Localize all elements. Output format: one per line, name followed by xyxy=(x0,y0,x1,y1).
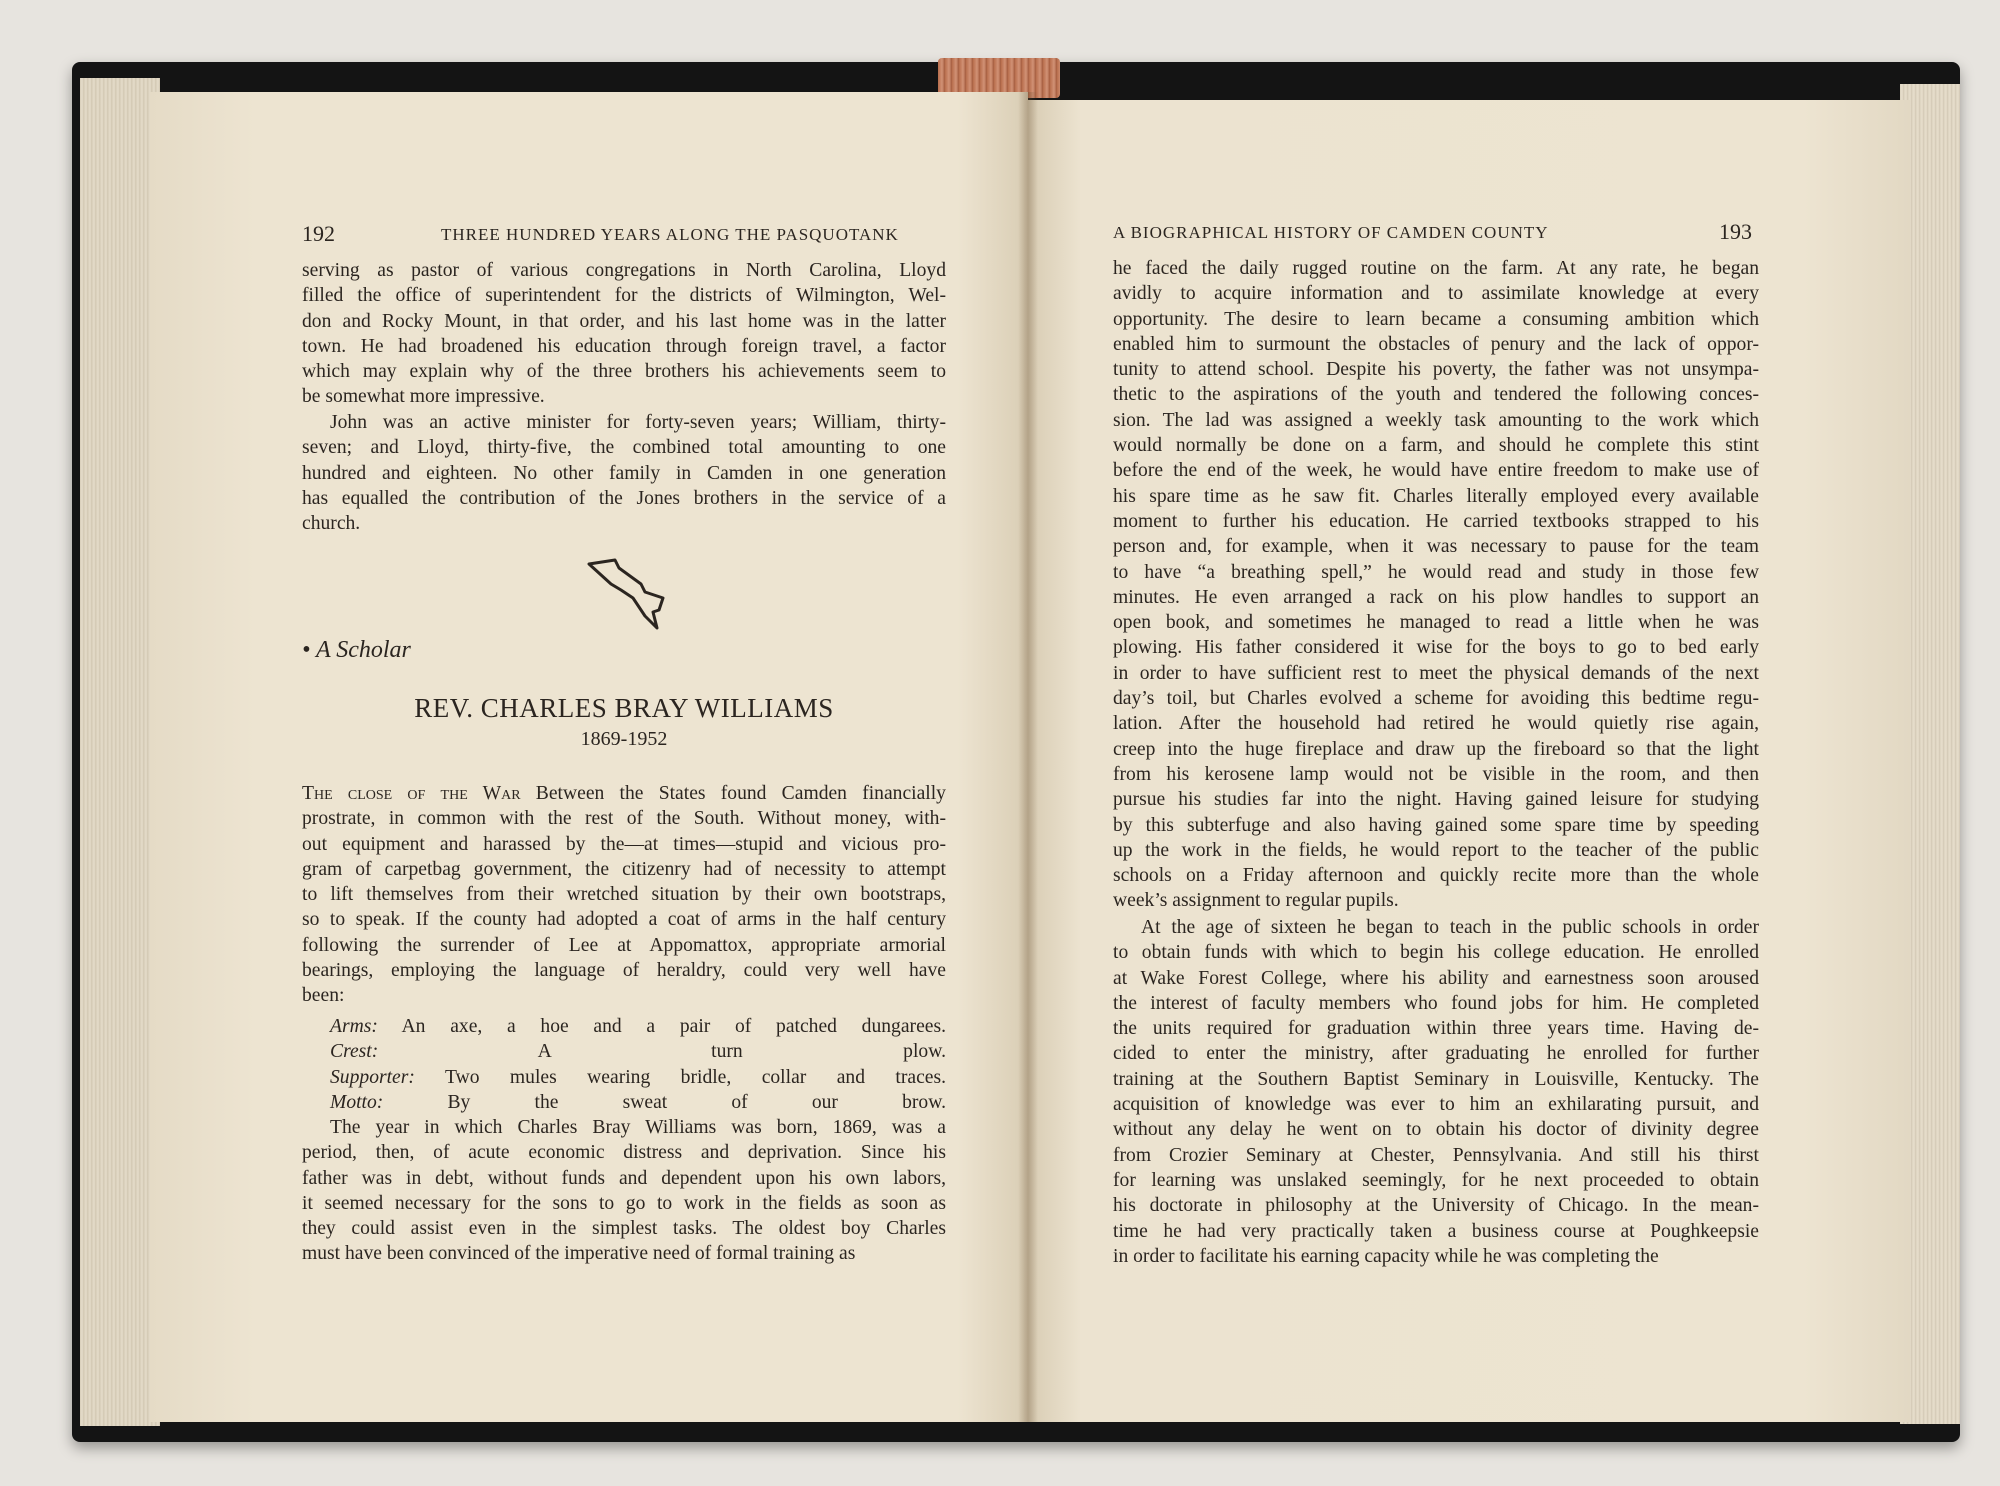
text-line: would normally be done on a farm, and should he complete this stint xyxy=(1113,435,1759,457)
text-line: the interest of faculty members who found jobs for him. He completed xyxy=(1113,992,1759,1014)
text-line: opportunity. The desire to learn became a consuming ambition which xyxy=(1113,308,1759,330)
heraldry-text: By the sweat of our brow. xyxy=(383,1091,946,1113)
running-head-left: THREE HUNDRED YEARS ALONG THE PASQUOTANK xyxy=(441,225,899,244)
text-line: At the age of sixteen he began to teach in the public schools in order xyxy=(1141,917,1759,938)
text-line: out equipment and harassed by the—at times—stupid and vicious pro- xyxy=(302,833,946,855)
text-line: from Crozier Seminary at Chester, Pennsylvania. And still his thirst xyxy=(1113,1144,1759,1166)
text-line: pursue his studies far into the night. Having gained leisure for studying xyxy=(1113,789,1759,811)
text-line: his spare time as he saw fit. Charles literally employed every available xyxy=(1113,485,1759,507)
first-line-rest: Between the States found Camden financially xyxy=(520,783,946,804)
text-line: he faced the daily rugged routine on the farm. At any rate, he began xyxy=(1113,258,1759,279)
text-line: day’s toil, but Charles evolved a scheme for avoiding this bedtime regu- xyxy=(1113,688,1759,710)
heraldry-entry xyxy=(302,1090,946,1115)
text-line: up the work in the fields, he would report to the teacher of the public xyxy=(1113,839,1759,861)
chapter-title: REV. CHARLES BRAY WILLIAMS xyxy=(414,693,834,723)
text-line: enabled him to surmount the obstacles of penury and the lack of oppor- xyxy=(1113,333,1759,355)
text-line: been: xyxy=(302,985,345,1007)
text-line: period, then, of acute economic distress and deprivation. Since his xyxy=(302,1142,946,1164)
right-paragraph-2 xyxy=(1113,915,1759,1269)
heraldry-label: Supporter: xyxy=(330,1066,415,1088)
text-line: following the surrender of Lee at Appomattox, appropriate armorial xyxy=(302,934,946,956)
text-line: to lift themselves from their wretched situation by their own bootstraps, xyxy=(302,884,946,906)
text-line: must have been convinced of the imperative need of formal training as xyxy=(302,1243,856,1265)
text-line: be somewhat more impressive. xyxy=(302,386,545,408)
text-line: father was in debt, without funds and dependent upon his own labors, xyxy=(302,1167,946,1189)
page-number-right: 193 xyxy=(1719,219,1752,244)
text-line: from his kerosene lamp would not be visible in the room, and then xyxy=(1113,763,1759,785)
text-line: sion. The lad was assigned a weekly task amounting to the work which xyxy=(1113,409,1759,431)
left-paragraph-1 xyxy=(302,258,946,410)
heraldry-entry xyxy=(302,1039,946,1064)
text-line: for learning was unslaked seemingly, for he next proceeded to obtain xyxy=(1113,1169,1759,1191)
text-line: John was an active minister for forty-seven years; William, thirty- xyxy=(330,412,946,433)
paragraph-first-line xyxy=(302,781,946,806)
text-line: acquisition of knowledge was ever to him an exhilarating pursuit, and xyxy=(1113,1094,1759,1116)
text-line: serving as pastor of various congregations in North Carolina, Lloyd xyxy=(302,260,946,281)
left-paragraph-2 xyxy=(302,410,946,536)
right-paragraph-1 xyxy=(1113,256,1759,914)
book-gutter xyxy=(1018,92,1038,1422)
text-line: at Wake Forest College, where his ability and earnestness soon aroused xyxy=(1113,967,1759,989)
text-line: town. He had broadened his education through foreign travel, a factor xyxy=(302,335,946,357)
heraldry-entry xyxy=(302,1065,946,1090)
text-line: it seemed necessary for the sons to go to work in the fields as soon as xyxy=(302,1192,946,1214)
running-head-right: A BIOGRAPHICAL HISTORY OF CAMDEN COUNTY xyxy=(1113,223,1549,242)
text-line: plowing. His father considered it wise for the boys to go to bed early xyxy=(1113,637,1759,659)
text-line: church. xyxy=(302,513,361,535)
text-line: lation. After the household had retired he would quietly rise again, xyxy=(1113,713,1759,735)
text-line: cided to enter the ministry, after graduating he enrolled for further xyxy=(1113,1043,1759,1065)
heraldry-text: A turn plow. xyxy=(378,1041,946,1063)
heraldry-label: Motto: xyxy=(330,1091,384,1113)
text-line: prostrate, in common with the rest of the South. Without money, with- xyxy=(302,808,946,830)
text-line: training at the Southern Baptist Seminary in Louisville, Kentucky. The xyxy=(1113,1068,1759,1090)
text-line: gram of carpetbag government, the citizenry had of necessity to attempt xyxy=(302,858,946,880)
text-line: his doctorate in philosophy at the University of Chicago. In the mean- xyxy=(1113,1195,1759,1217)
heraldry-text: Two mules wearing bridle, collar and traces. xyxy=(414,1066,946,1088)
text-line: thetic to the aspirations of the youth and tendered the following conces- xyxy=(1113,384,1759,406)
text-line: schools on a Friday afternoon and quickly recite more than the whole xyxy=(1113,865,1759,887)
text-line: don and Rocky Mount, in that order, and his last home was in the latter xyxy=(302,310,946,332)
heraldry-text: An axe, a hoe and a pair of patched dungarees. xyxy=(377,1016,946,1037)
text-line: without any delay he went on to obtain his doctor of divinity degree xyxy=(1113,1119,1759,1141)
text-line: moment to further his education. He carried textbooks strapped to his xyxy=(1113,510,1759,532)
text-line: so to speak. If the county had adopted a coat of arms in the half century xyxy=(302,909,946,931)
text-line: in order to have sufficient rest to meet the physical demands of the next xyxy=(1113,662,1759,684)
left-paragraph-4 xyxy=(302,1115,946,1267)
text-line: by this subterfuge and also having gained some spare time by speeding xyxy=(1113,814,1759,836)
text-line: tunity to attend school. Despite his poverty, the father was not unsympa- xyxy=(1113,359,1759,381)
text-line: bearings, employing the language of heraldry, could very well have xyxy=(302,960,946,982)
page-number-left: 192 xyxy=(302,221,335,246)
text-line: to have “a breathing spell,” he would read and study in those few xyxy=(1113,561,1759,583)
text-line: minutes. He even arranged a rack on his plow handles to support an xyxy=(1113,586,1759,608)
text-line: filled the office of superintendent for the districts of Wilmington, Wel- xyxy=(302,285,946,307)
text-line: The year in which Charles Bray Williams was born, 1869, was a xyxy=(330,1117,946,1138)
text-line: which may explain why of the three brothers his achievements seem to xyxy=(302,361,946,383)
heraldry-entry xyxy=(302,1014,946,1039)
state-map-ornament xyxy=(585,558,665,633)
text-line: person and, for example, when it was necessary to pause for the team xyxy=(1113,536,1759,558)
text-line: seven; and Lloyd, thirty-five, the combined total amounting to one xyxy=(302,437,946,459)
text-line: creep into the huge fireplace and draw up the fireboard so that the light xyxy=(1113,738,1759,760)
small-caps-lead: The close of the War xyxy=(302,783,521,804)
left-page-edges xyxy=(80,78,160,1426)
text-line: avidly to acquire information and to assimilate knowledge at every xyxy=(1113,283,1759,305)
text-line: in order to facilitate his earning capacity while he was completing the xyxy=(1113,1245,1659,1267)
heraldry-label: Arms: xyxy=(330,1016,378,1037)
text-line: before the end of the week, he would have entire freedom to make use of xyxy=(1113,460,1759,482)
heraldry-label: Crest: xyxy=(330,1041,379,1063)
text-line: open book, and sometimes he managed to read a little when he was xyxy=(1113,612,1759,634)
text-line: hundred and eighteen. No other family in Camden in one generation xyxy=(302,462,946,484)
text-line: the units required for graduation within three years time. Having de- xyxy=(1113,1018,1759,1040)
text-line: they could assist even in the simplest tasks. The oldest boy Charles xyxy=(302,1218,946,1240)
text-line: time he had very practically taken a business course at Poughkeepsie xyxy=(1113,1220,1759,1242)
section-marker: • A Scholar xyxy=(302,637,411,663)
heraldry-list xyxy=(302,1014,946,1115)
text-line: to obtain funds with which to begin his college education. He enrolled xyxy=(1113,942,1759,964)
left-paragraph-3 xyxy=(302,781,946,1009)
text-line: has equalled the contribution of the Jones brothers in the service of a xyxy=(302,487,946,509)
text-line: week’s assignment to regular pupils. xyxy=(1113,890,1399,912)
chapter-dates: 1869-1952 xyxy=(580,728,668,750)
